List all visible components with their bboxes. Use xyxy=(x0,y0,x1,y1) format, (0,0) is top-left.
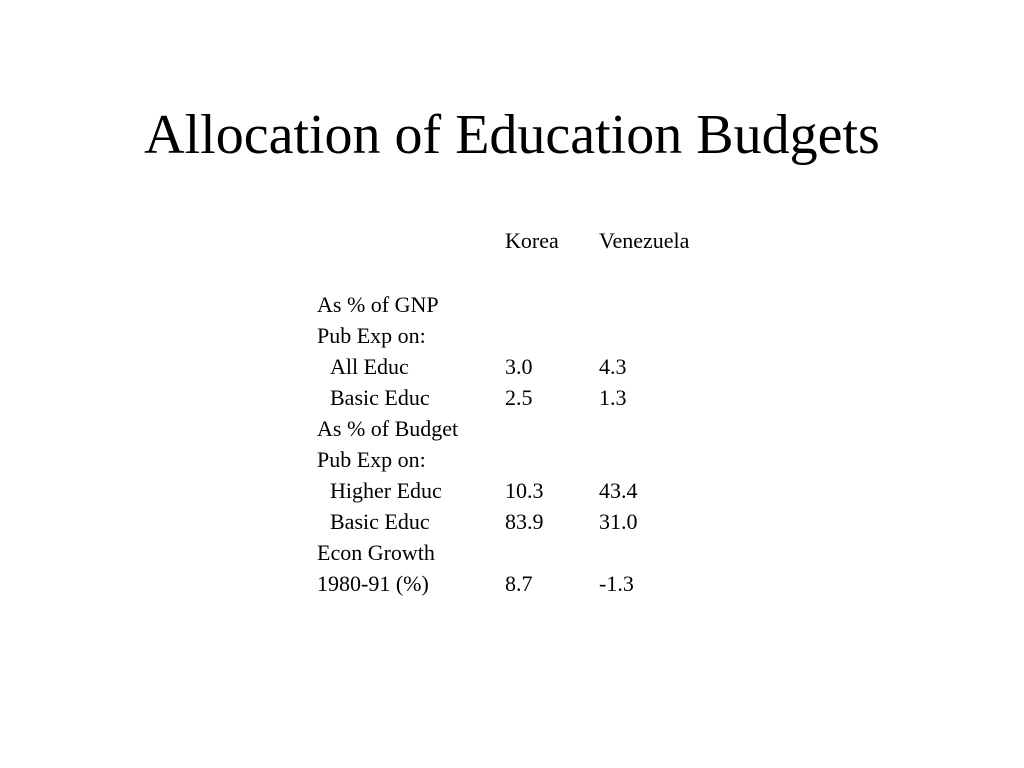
venezuela-value: 4.3 xyxy=(599,354,627,379)
venezuela-value: -1.3 xyxy=(599,571,634,596)
korea-value: 83.9 xyxy=(505,509,544,534)
row-label: 1980-91 (%) xyxy=(317,571,429,596)
slide-title: Allocation of Education Budgets xyxy=(144,104,880,166)
column-header-venezuela: Venezuela xyxy=(599,228,690,253)
row-label: Basic Educ xyxy=(330,385,430,410)
venezuela-value: 31.0 xyxy=(599,509,638,534)
column-header-korea: Korea xyxy=(505,228,559,253)
row-label: Basic Educ xyxy=(330,509,430,534)
korea-value: 8.7 xyxy=(505,571,533,596)
venezuela-value: 1.3 xyxy=(599,385,627,410)
row-label: All Educ xyxy=(330,354,409,379)
row-label: As % of GNP xyxy=(317,292,439,317)
row-label: Higher Educ xyxy=(330,478,442,503)
korea-value: 2.5 xyxy=(505,385,533,410)
korea-value: 3.0 xyxy=(505,354,533,379)
korea-value: 10.3 xyxy=(505,478,544,503)
venezuela-value: 43.4 xyxy=(599,478,638,503)
row-label: Econ Growth xyxy=(317,540,435,565)
row-label: As % of Budget xyxy=(317,416,459,441)
row-label: Pub Exp on: xyxy=(317,447,426,472)
row-label: Pub Exp on: xyxy=(317,323,426,348)
